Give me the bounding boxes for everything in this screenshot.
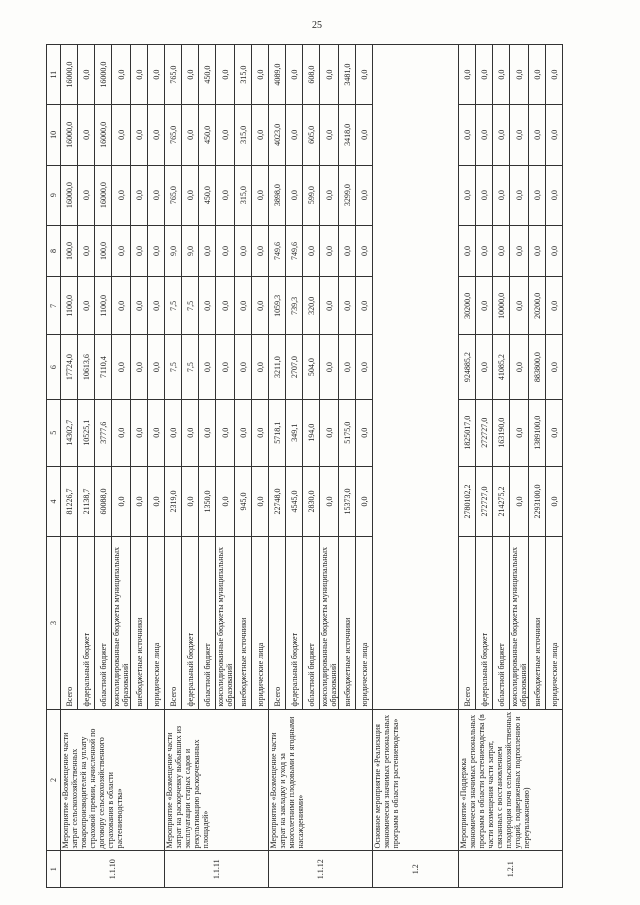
value-cell: 0,0: [529, 225, 546, 277]
value-cell: 0,0: [199, 277, 216, 335]
value-cell: 883800,0: [529, 335, 546, 400]
value-cell: 0,0: [131, 466, 148, 537]
value-cell: 0,0: [546, 335, 563, 400]
value-cell: 0,0: [476, 335, 493, 400]
value-cell: 2319,0: [165, 466, 182, 537]
value-cell: 0,0: [252, 45, 269, 105]
value-cell: 0,0: [459, 45, 476, 105]
value-cell: 0,0: [165, 399, 182, 466]
value-cell: 3418,0: [339, 105, 356, 165]
value-cell: 0,0: [320, 399, 339, 466]
value-cell: 0,0: [356, 225, 373, 277]
funding-source: консолидированные бюджеты муниципальных образований: [216, 537, 235, 709]
value-cell: 1350,0: [199, 466, 216, 537]
value-cell: 1389100,0: [529, 399, 546, 466]
value-cell: 0,0: [320, 277, 339, 335]
value-cell: 0,0: [510, 466, 529, 537]
value-cell: 3481,0: [339, 45, 356, 105]
value-cell: 749,6: [286, 225, 303, 277]
value-cell: 599,0: [303, 165, 320, 225]
value-cell: 0,0: [546, 466, 563, 537]
value-cell: 214275,2: [493, 466, 510, 537]
value-cell: 0,0: [493, 45, 510, 105]
funding-source: областной бюджет: [493, 537, 510, 709]
value-cell: 0,0: [356, 277, 373, 335]
value-cell: 0,0: [216, 165, 235, 225]
value-cell: 0,0: [459, 165, 476, 225]
table-row: [165, 45, 182, 888]
value-cell: 0,0: [476, 277, 493, 335]
value-cell: 0,0: [476, 165, 493, 225]
value-cell: 0,0: [529, 165, 546, 225]
value-cell: 0,0: [148, 277, 165, 335]
value-cell: 163190,0: [493, 399, 510, 466]
value-cell: 4023,0: [269, 105, 286, 165]
value-cell: 0,0: [216, 335, 235, 400]
value-cell: 608,0: [303, 45, 320, 105]
value-cell: 2707,0: [286, 335, 303, 400]
value-cell: 2830,0: [303, 466, 320, 537]
value-cell: 315,0: [235, 105, 252, 165]
value-cell: 0,0: [356, 335, 373, 400]
value-cell: 7,5: [165, 335, 182, 400]
value-cell: 0,0: [510, 277, 529, 335]
funding-source: консолидированные бюджеты муниципальных образований: [510, 537, 529, 709]
value-cell: 0,0: [546, 45, 563, 105]
value-cell: 3211,0: [269, 335, 286, 400]
value-cell: 0,0: [252, 399, 269, 466]
value-cell: 765,0: [165, 45, 182, 105]
column-header: 3: [47, 537, 61, 709]
value-cell: 0,0: [356, 399, 373, 466]
value-cell: 0,0: [252, 466, 269, 537]
value-cell: 41085,2: [493, 335, 510, 400]
value-cell: 0,0: [235, 225, 252, 277]
value-cell: 0,0: [148, 466, 165, 537]
column-header: 11: [47, 45, 61, 105]
value-cell: 0,0: [320, 165, 339, 225]
value-cell: 15373,0: [339, 466, 356, 537]
item-title: Мероприятие «Возмещение части затрат на закладку и уход за многолетними плодовыми и ягодными насаждениями»: [269, 709, 373, 851]
value-cell: 0,0: [459, 225, 476, 277]
value-cell: 0,0: [112, 466, 131, 537]
value-cell: 3898,0: [269, 165, 286, 225]
column-header: 10: [47, 105, 61, 165]
value-cell: 749,6: [269, 225, 286, 277]
value-cell: 100,0: [95, 225, 112, 277]
funding-source: федеральный бюджет: [182, 537, 199, 709]
funding-source: внебюджетные источники: [529, 537, 546, 709]
value-cell: 0,0: [286, 165, 303, 225]
funding-source: юридические лица: [546, 537, 563, 709]
value-cell: 0,0: [131, 45, 148, 105]
value-cell: 0,0: [78, 165, 95, 225]
value-cell: 0,0: [252, 105, 269, 165]
value-cell: 21138,7: [78, 466, 95, 537]
value-cell: 0,0: [356, 165, 373, 225]
value-cell: 1825017,0: [459, 399, 476, 466]
value-cell: 0,0: [112, 335, 131, 400]
item-code: 1.2: [373, 851, 459, 888]
funding-source: Всего: [165, 537, 182, 709]
funding-source: юридические лица: [356, 537, 373, 709]
funding-source: областной бюджет: [199, 537, 216, 709]
value-cell: 0,0: [216, 105, 235, 165]
value-cell: 9,0: [165, 225, 182, 277]
value-cell: 1100,0: [61, 277, 78, 335]
value-cell: 0,0: [510, 225, 529, 277]
value-cell: 0,0: [78, 277, 95, 335]
value-cell: 504,0: [303, 335, 320, 400]
value-cell: 315,0: [235, 165, 252, 225]
value-cell: 0,0: [78, 225, 95, 277]
value-cell: 0,0: [182, 45, 199, 105]
value-cell: 0,0: [529, 105, 546, 165]
value-cell: 14302,7: [61, 399, 78, 466]
value-cell: 0,0: [148, 225, 165, 277]
column-header: 5: [47, 399, 61, 466]
value-cell: 0,0: [78, 105, 95, 165]
value-cell: 20200,0: [529, 277, 546, 335]
value-cell: 10525,1: [78, 399, 95, 466]
value-cell: 0,0: [112, 165, 131, 225]
value-cell: 0,0: [131, 105, 148, 165]
value-cell: 0,0: [131, 165, 148, 225]
value-cell: 0,0: [252, 335, 269, 400]
value-cell: 0,0: [510, 45, 529, 105]
value-cell: 765,0: [165, 105, 182, 165]
page-number: 25: [312, 20, 322, 31]
value-cell: 7,5: [165, 277, 182, 335]
funding-source: областной бюджет: [303, 537, 320, 709]
value-cell: 0,0: [182, 399, 199, 466]
item-code: 1.2.1: [459, 851, 563, 888]
value-cell: 60088,0: [95, 466, 112, 537]
value-cell: 0,0: [216, 225, 235, 277]
value-cell: 0,0: [112, 105, 131, 165]
value-cell: 450,0: [199, 165, 216, 225]
value-cell: 0,0: [476, 105, 493, 165]
value-cell: 0,0: [546, 165, 563, 225]
value-cell: 16000,0: [95, 105, 112, 165]
funding-source: внебюджетные источники: [235, 537, 252, 709]
value-cell: 0,0: [252, 225, 269, 277]
value-cell: 924885,2: [459, 335, 476, 400]
column-header: 2: [47, 709, 61, 851]
value-cell: 0,0: [339, 335, 356, 400]
value-cell: 0,0: [148, 105, 165, 165]
value-cell: 272727,0: [476, 466, 493, 537]
table-row: [269, 45, 286, 888]
table-body: [61, 45, 563, 888]
value-cell: 0,0: [546, 399, 563, 466]
value-cell: 0,0: [216, 45, 235, 105]
value-cell: 4545,0: [286, 466, 303, 537]
value-cell: 0,0: [459, 105, 476, 165]
funding-source: федеральный бюджет: [78, 537, 95, 709]
value-cell: 945,0: [235, 466, 252, 537]
item-title: Мероприятие «Возмещение части затрат сельскохозяйственных товаропроизводителей на уплату страховой премии, начисленной по договору сельскохозяйственного страхования в области растениеводства»: [61, 709, 165, 851]
item-code: 1.1.10: [61, 851, 165, 888]
column-header: 6: [47, 335, 61, 400]
item-title: Мероприятие «Возмещение части затрат на раскорчевку выбывших из эксплуатации старых садов и рекультивацию раскорчеванных площадей»: [165, 709, 269, 851]
value-cell: 0,0: [510, 399, 529, 466]
value-cell: 0,0: [148, 335, 165, 400]
value-cell: 0,0: [199, 335, 216, 400]
value-cell: 0,0: [320, 335, 339, 400]
value-cell: 194,0: [303, 399, 320, 466]
value-cell: 22748,0: [269, 466, 286, 537]
value-cell: 0,0: [356, 466, 373, 537]
funding-source: юридические лица: [148, 537, 165, 709]
value-cell: 0,0: [148, 45, 165, 105]
value-cell: 2780102,2: [459, 466, 476, 537]
value-cell: 3777,6: [95, 399, 112, 466]
value-cell: 0,0: [320, 225, 339, 277]
value-cell: 0,0: [235, 399, 252, 466]
value-cell: 0,0: [235, 335, 252, 400]
value-cell: 4089,0: [269, 45, 286, 105]
value-cell: 0,0: [148, 165, 165, 225]
funding-source: федеральный бюджет: [476, 537, 493, 709]
value-cell: 30200,0: [459, 277, 476, 335]
rotated-table-container: [46, 44, 628, 888]
empty-cell: [373, 45, 459, 710]
value-cell: 0,0: [131, 335, 148, 400]
funding-source: консолидированные бюджеты муниципальных образований: [320, 537, 339, 709]
value-cell: 0,0: [112, 45, 131, 105]
table-row: [373, 45, 459, 888]
value-cell: 7110,4: [95, 335, 112, 400]
column-header: 1: [47, 851, 61, 888]
funding-source: Всего: [269, 537, 286, 709]
funding-source: Всего: [459, 537, 476, 709]
value-cell: 10000,0: [493, 277, 510, 335]
value-cell: 1100,0: [95, 277, 112, 335]
value-cell: 100,0: [61, 225, 78, 277]
funding-source: внебюджетные источники: [339, 537, 356, 709]
value-cell: 0,0: [252, 277, 269, 335]
item-code: 1.1.12: [269, 851, 373, 888]
value-cell: 450,0: [199, 105, 216, 165]
value-cell: 16000,0: [95, 165, 112, 225]
value-cell: 0,0: [252, 165, 269, 225]
value-cell: 272727,0: [476, 399, 493, 466]
value-cell: 0,0: [529, 45, 546, 105]
value-cell: 7,5: [182, 277, 199, 335]
value-cell: 3299,0: [339, 165, 356, 225]
value-cell: 0,0: [510, 165, 529, 225]
value-cell: 0,0: [356, 45, 373, 105]
item-title: Основное мероприятие «Реализация экономически значимых региональных программ в области растениеводства»: [373, 709, 459, 851]
value-cell: 320,0: [303, 277, 320, 335]
value-cell: 0,0: [546, 225, 563, 277]
value-cell: 0,0: [303, 225, 320, 277]
value-cell: 7,5: [182, 335, 199, 400]
funding-source: юридические лица: [252, 537, 269, 709]
value-cell: 16000,0: [95, 45, 112, 105]
budget-table: [46, 44, 563, 888]
value-cell: 1059,3: [269, 277, 286, 335]
value-cell: 0,0: [78, 45, 95, 105]
value-cell: 0,0: [131, 225, 148, 277]
funding-source: внебюджетные источники: [131, 537, 148, 709]
value-cell: 0,0: [339, 225, 356, 277]
value-cell: 0,0: [216, 466, 235, 537]
value-cell: 0,0: [493, 225, 510, 277]
value-cell: 5175,0: [339, 399, 356, 466]
value-cell: 0,0: [216, 277, 235, 335]
column-header: 7: [47, 277, 61, 335]
value-cell: 739,3: [286, 277, 303, 335]
value-cell: 0,0: [510, 335, 529, 400]
value-cell: 349,1: [286, 399, 303, 466]
value-cell: 10613,6: [78, 335, 95, 400]
value-cell: 0,0: [112, 399, 131, 466]
value-cell: 16000,0: [61, 105, 78, 165]
value-cell: 315,0: [235, 45, 252, 105]
value-cell: 0,0: [199, 225, 216, 277]
value-cell: 0,0: [320, 466, 339, 537]
table-row: [459, 45, 476, 888]
value-cell: 0,0: [131, 277, 148, 335]
column-header: 4: [47, 466, 61, 537]
table-row: [61, 45, 78, 888]
value-cell: 0,0: [546, 105, 563, 165]
column-header: 8: [47, 225, 61, 277]
value-cell: 81226,7: [61, 466, 78, 537]
value-cell: 0,0: [286, 105, 303, 165]
value-cell: 5718,1: [269, 399, 286, 466]
funding-source: федеральный бюджет: [286, 537, 303, 709]
value-cell: 0,0: [199, 399, 216, 466]
value-cell: 0,0: [148, 399, 165, 466]
value-cell: 0,0: [131, 399, 148, 466]
value-cell: 0,0: [476, 45, 493, 105]
value-cell: 0,0: [339, 277, 356, 335]
column-header: 9: [47, 165, 61, 225]
value-cell: 0,0: [493, 165, 510, 225]
item-code: 1.1.11: [165, 851, 269, 888]
value-cell: 765,0: [165, 165, 182, 225]
value-cell: 9,0: [182, 225, 199, 277]
value-cell: 450,0: [199, 45, 216, 105]
value-cell: 0,0: [235, 277, 252, 335]
value-cell: 0,0: [286, 45, 303, 105]
value-cell: 0,0: [182, 466, 199, 537]
value-cell: 0,0: [182, 105, 199, 165]
value-cell: 0,0: [112, 277, 131, 335]
value-cell: 0,0: [546, 277, 563, 335]
value-cell: 0,0: [182, 165, 199, 225]
funding-source: областной бюджет: [95, 537, 112, 709]
funding-source: консолидированные бюджеты муниципальных образований: [112, 537, 131, 709]
value-cell: 17724,0: [61, 335, 78, 400]
value-cell: 0,0: [493, 105, 510, 165]
header-row: [47, 45, 61, 888]
value-cell: 0,0: [356, 105, 373, 165]
value-cell: 0,0: [476, 225, 493, 277]
item-title: Мероприятие «Поддержка экономически значимых региональных программ в области растениеводства (в части возмещения части затрат, связанных с восстановлением плодородия почв сельскохозяйственных угодий, подверженных подтоплению и переувлажнению): [459, 709, 563, 851]
value-cell: 0,0: [320, 105, 339, 165]
value-cell: 2293100,0: [529, 466, 546, 537]
value-cell: 16000,0: [61, 45, 78, 105]
value-cell: 0,0: [320, 45, 339, 105]
value-cell: 0,0: [510, 105, 529, 165]
funding-source: Всего: [61, 537, 78, 709]
value-cell: 0,0: [112, 225, 131, 277]
value-cell: 605,0: [303, 105, 320, 165]
value-cell: 16000,0: [61, 165, 78, 225]
value-cell: 0,0: [216, 399, 235, 466]
